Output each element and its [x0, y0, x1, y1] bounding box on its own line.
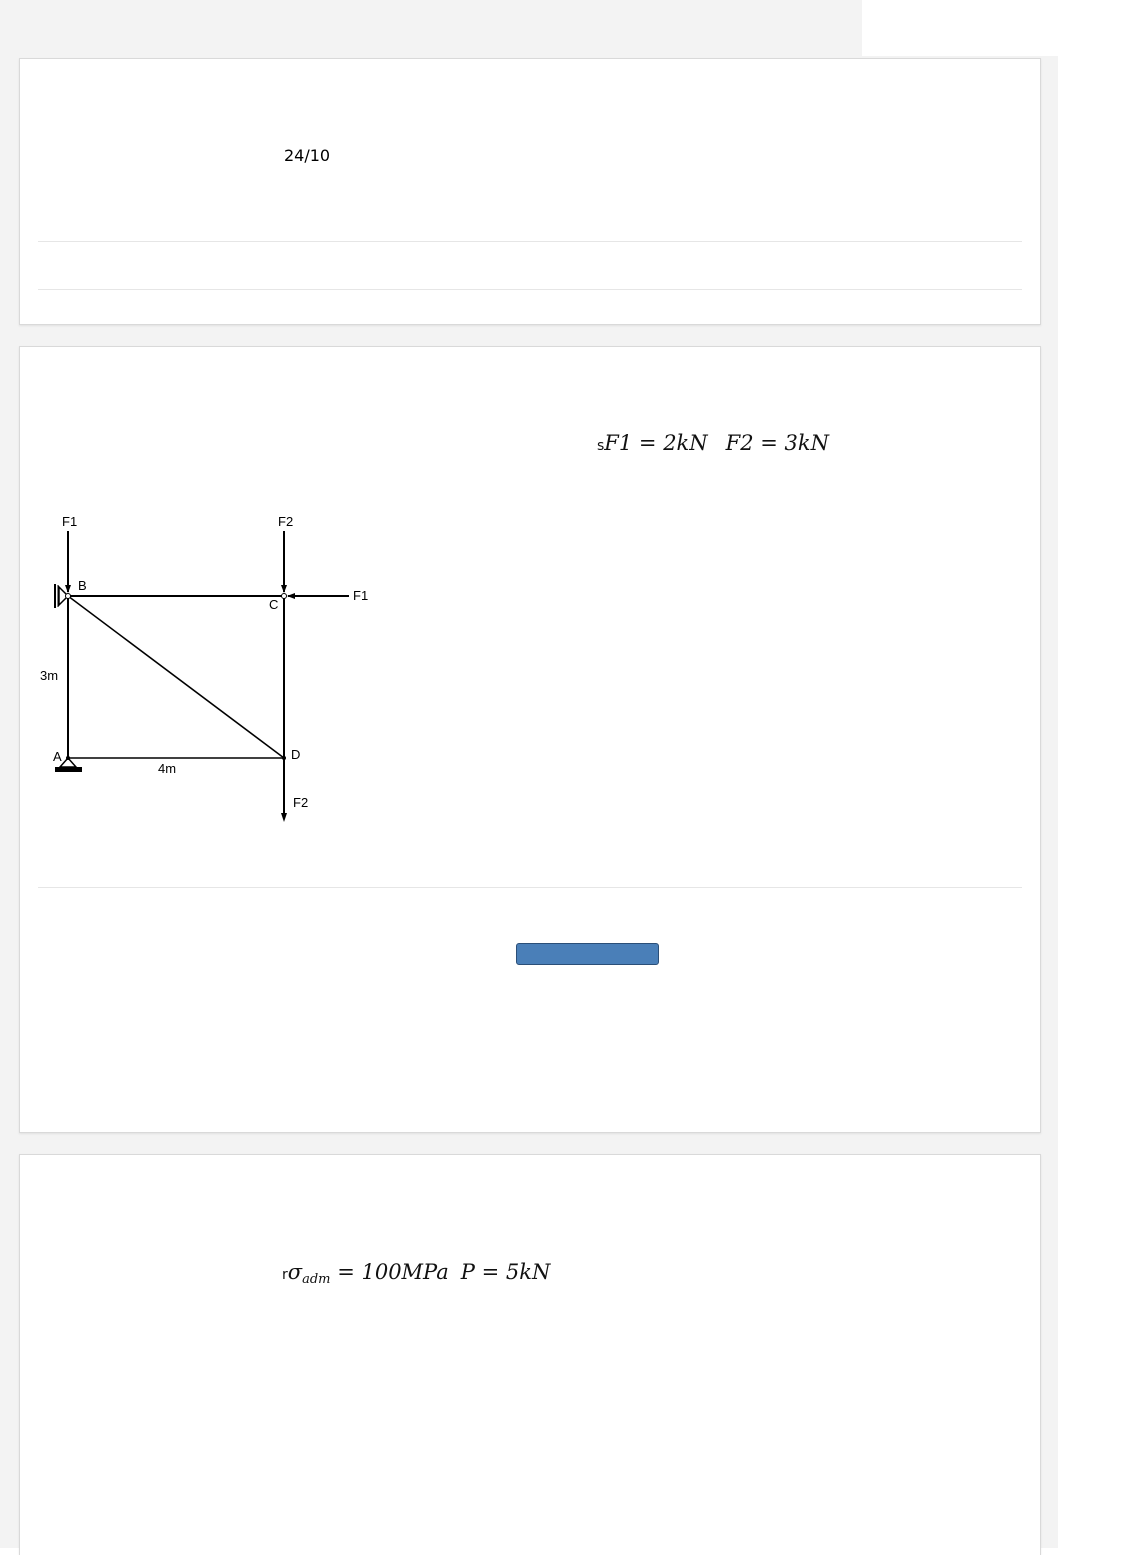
question-card-1: [19, 58, 1041, 325]
stress-equation: rσadm = 100MPa P = 5kN: [282, 1260, 551, 1287]
label-f1-top: F1: [62, 514, 78, 529]
divider: [38, 887, 1022, 888]
label-height: 3m: [40, 668, 59, 683]
label-node-a: A: [53, 749, 62, 764]
truss-diagram: [20, 497, 400, 837]
force1-value: 2kN: [663, 431, 708, 455]
joint-d: [282, 756, 286, 760]
label-width: 4m: [158, 761, 177, 776]
arrowhead: [65, 585, 71, 593]
support-a-base: [55, 767, 82, 772]
load-symbol: P: [460, 1260, 475, 1284]
question-counter: 24/10: [284, 146, 331, 165]
label-f2-top: F2: [278, 514, 294, 529]
sigma-symbol: σ: [287, 1260, 303, 1284]
action-button[interactable]: [516, 943, 659, 965]
label-node-d: D: [291, 747, 301, 762]
arrowhead: [287, 593, 295, 599]
label-f2-bottom: F2: [293, 795, 309, 810]
label-f1-right: F1: [353, 588, 369, 603]
load-value: 5kN: [505, 1260, 551, 1284]
joint-b: [66, 594, 71, 599]
member-bd: [68, 596, 284, 758]
force2-symbol: F2: [725, 431, 754, 455]
divider: [38, 241, 1022, 242]
label-node-b: B: [78, 578, 87, 593]
arrowhead: [281, 813, 287, 822]
divider: [38, 289, 1022, 290]
top-strip: [0, 0, 862, 58]
label-node-c: C: [269, 597, 279, 612]
stray-glyph: s: [597, 438, 605, 454]
force-equation: sF1 = 2kN F2 = 3kN: [597, 431, 830, 455]
joint-a: [66, 756, 70, 760]
force1-symbol: F1: [604, 431, 633, 455]
arrowhead: [281, 585, 287, 593]
question-card-2: [19, 346, 1041, 1133]
question-card-3: [19, 1154, 1041, 1555]
sigma-value: 100MPa: [361, 1260, 449, 1284]
sigma-subscript: adm: [302, 1272, 331, 1287]
joint-c: [282, 594, 287, 599]
force2-value: 3kN: [784, 431, 830, 455]
stray-glyph: r: [282, 1267, 288, 1283]
